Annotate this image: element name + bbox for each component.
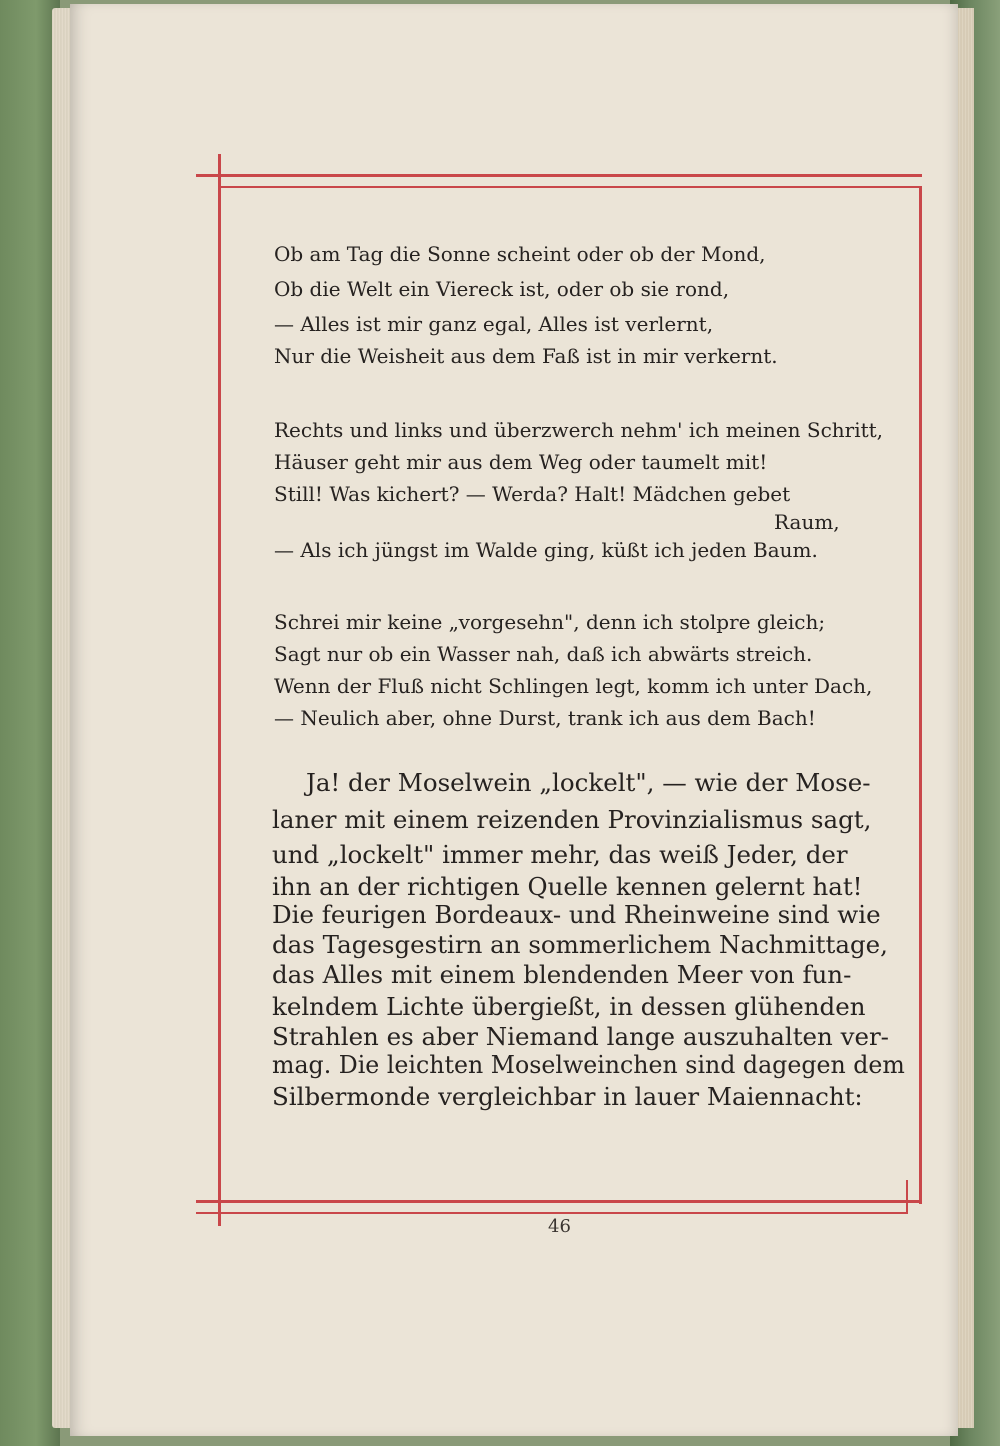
prose-line: das Tagesgestirn an sommerlichem Nachmittage, — [272, 930, 888, 959]
book-cover-left — [0, 0, 60, 1446]
frame-rule-bottom-inner — [196, 1212, 908, 1214]
prose-line: kelndem Lichte übergießt, in dessen glühenden — [272, 992, 866, 1021]
verse-line: Rechts und links und überzwerch nehm' ich meinen Schritt, — [274, 418, 884, 442]
frame-rule-bottom — [196, 1200, 922, 1203]
prose-line: und „lockelt" immer mehr, das weiß Jeder, der — [272, 840, 848, 869]
prose-line: das Alles mit einem blendenden Meer von fun- — [272, 960, 852, 989]
frame-rule-left — [218, 154, 221, 1226]
verse-line: Ob am Tag die Sonne scheint oder ob der Mond, — [274, 242, 766, 266]
verse-line: Still! Was kichert? — Werda? Halt! Mädchen gebet — [274, 482, 791, 506]
frame-rule-right-corner — [906, 1180, 908, 1214]
verse-line: — Neulich aber, ohne Durst, trank ich aus dem Bach! — [274, 706, 816, 730]
page-number: 46 — [548, 1216, 571, 1237]
verse-line: Wenn der Fluß nicht Schlingen legt, komm ich unter Dach, — [274, 674, 873, 698]
verse-line: Häuser geht mir aus dem Weg oder taumelt mit! — [274, 450, 768, 474]
prose-line: Strahlen es aber Niemand lange auszuhalten ver- — [272, 1022, 889, 1051]
prose-line: ihn an der richtigen Quelle kennen gelernt hat! — [272, 872, 863, 901]
frame-rule-top-inner — [218, 186, 922, 188]
verse-line: Schrei mir keine „vorgesehn", denn ich stolpre gleich; — [274, 610, 826, 634]
prose-line: Die feurigen Bordeaux- und Rheinweine sind wie — [272, 900, 881, 929]
frame-rule-right — [919, 186, 922, 1204]
verse-line: Sagt nur ob ein Wasser nah, daß ich abwärts streich. — [274, 642, 813, 666]
verse-line: — Alles ist mir ganz egal, Alles ist verlernt, — [274, 312, 714, 336]
verse-line: Ob die Welt ein Viereck ist, oder ob sie rond, — [274, 277, 730, 301]
prose-line: Silbermonde vergleichbar in lauer Maiennacht: — [272, 1082, 863, 1111]
prose-line: laner mit einem reizenden Provinzialismus sagt, — [272, 805, 872, 834]
prose-line: mag. Die leichten Moselweinchen sind dagegen dem — [272, 1050, 905, 1079]
verse-line: — Als ich jüngst im Walde ging, küßt ich jeden Baum. — [274, 538, 818, 562]
verse-line-continuation: Raum, — [774, 510, 840, 534]
prose-line: Ja! der Moselwein „lockelt", — wie der Mose- — [306, 768, 871, 797]
frame-rule-top — [196, 174, 922, 177]
verse-line: Nur die Weisheit aus dem Faß ist in mir verkernt. — [274, 344, 778, 368]
